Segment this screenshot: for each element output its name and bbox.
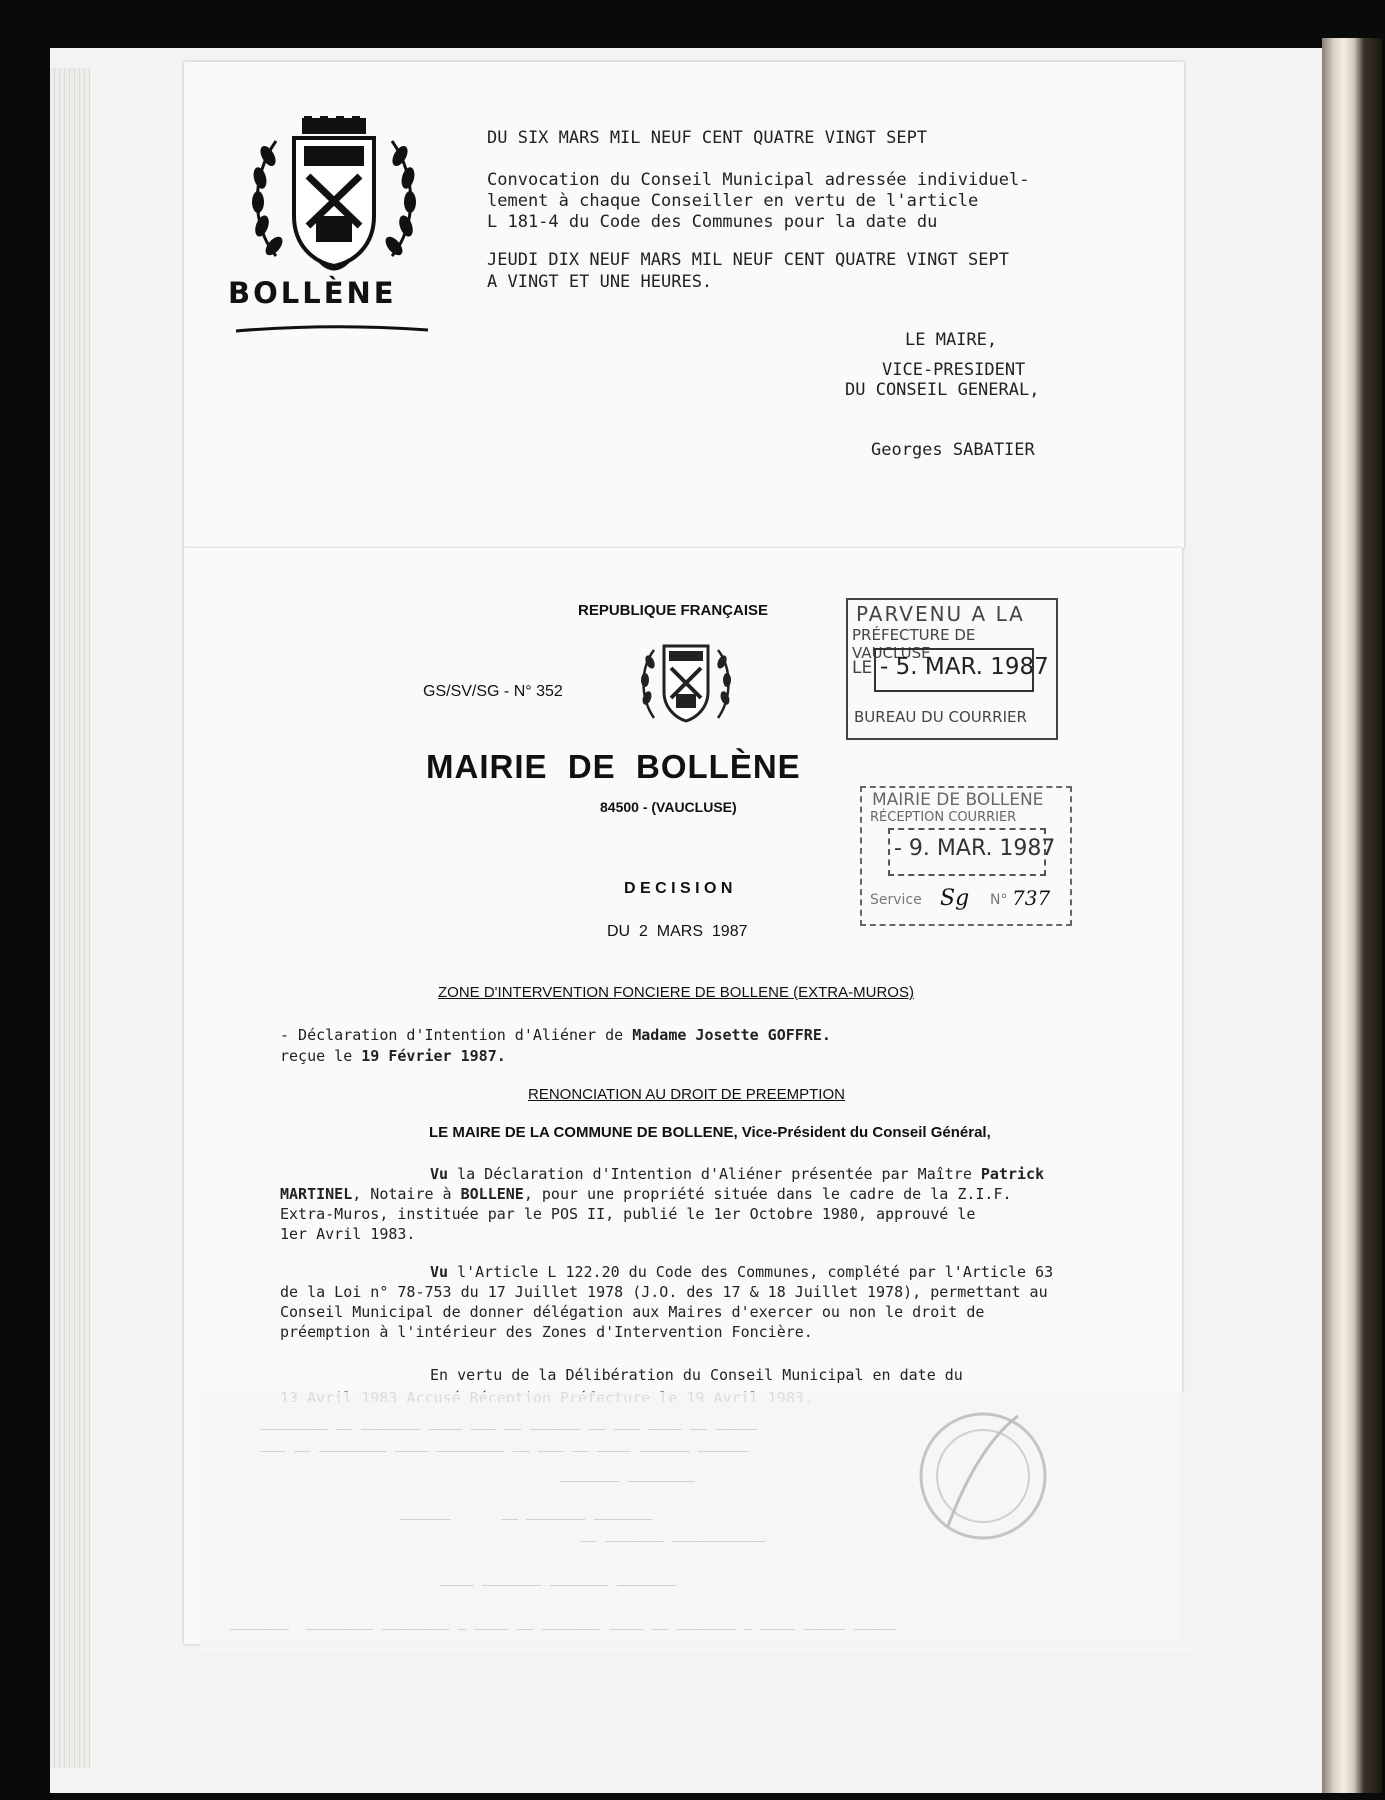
reference-number: GS/SV/SG - N° 352 [423,683,563,700]
stamp-mairie-number-label: N° [990,892,1008,908]
paragraph-vu-1: Vu la Déclaration d'Intention d'Aliéner présentée par Maître Patrick MARTINEL, Notaire à BOLLENE, pour une propriété située dans le cadre de la Z.I.F. Extra-Muros, instituée par le POS II, publié le 1er Octobre 1980, approuvé le 1er Avril 1983. [280,1165,1045,1243]
prefecture-received-stamp [846,598,1058,740]
stamp-mairie-service-label: Service [870,892,922,908]
stamp-prefecture-le: LE [852,658,873,678]
signature-title-line-3: DU CONSEIL GENERAL, [845,380,1040,400]
convocation-body-line-3: L 181-4 du Code des Communes pour la date du [487,212,938,232]
convocation-date-line: DU SIX MARS MIL NEUF CENT QUATRE VINGT SEPT [487,128,928,148]
convocation-body-line-2: lement à chaque Conseiller en vertu de l'article [487,191,979,211]
stamp-mairie-line1: MAIRIE DE BOLLENE [872,790,1044,810]
mairie-crest-logo [638,638,734,728]
renonciation-heading: RENONCIATION AU DROIT DE PREEMPTION [528,1086,845,1103]
binder-spine [1322,38,1382,1793]
signatory-name: Georges SABATIER [871,440,1035,460]
stamp-mairie-number-value: 737 [1012,886,1051,910]
stamp-mairie-date: - 9. MAR. 1987 [894,836,1056,861]
stamp-prefecture-line3: BUREAU DU COURRIER [854,708,1027,726]
convocation-meeting-line-2: A VINGT ET UNE HEURES. [487,272,713,292]
bollene-crest-logo [246,116,422,276]
convocation-meeting-line-1: JEUDI DIX NEUF MARS MIL NEUF CENT QUATRE VINGT SEPT [487,250,1009,270]
zone-heading: ZONE D'INTERVENTION FONCIERE DE BOLLENE (EXTRA-MUROS) [438,984,914,1001]
ghost-seal [908,1406,1058,1546]
stamp-prefecture-date: - 5. MAR. 1987 [880,654,1049,680]
declaration-line: - Déclaration d'Intention d'Aliéner de Madame Josette GOFFRE. [280,1026,831,1044]
stamp-prefecture-line2: PRÉFECTURE DE VAUCLUSE [852,626,976,662]
stacked-page-edges [50,68,90,1768]
postal-line: 84500 - (VAUCLUSE) [600,799,737,815]
logo-underline-swash [232,322,432,336]
bollene-logo-text: BOLLÈNE [228,276,397,310]
decision-title: D E C I S I O N [624,880,733,897]
stamp-mairie-service-value: Sg [940,886,970,911]
received-line: reçue le 19 Février 1987. [280,1047,506,1065]
signature-title-line-1: LE MAIRE, [905,330,998,350]
signature-title-line-2: VICE-PRESIDENT [882,360,1026,380]
stamp-prefecture-line1: PARVENU A LA [856,602,1025,626]
convocation-body-line-1: Convocation du Conseil Municipal adressée individuel- [487,170,1030,190]
maire-line: LE MAIRE DE LA COMMUNE DE BOLLENE, Vice-Président du Conseil Général, [429,1124,991,1141]
mairie-heading: MAIRIE DE BOLLÈNE [426,748,801,785]
decision-date: DU 2 MARS 1987 [607,923,748,940]
mairie-reception-stamp [860,786,1072,926]
paragraph-vu-2: Vu l'Article L 122.20 du Code des Communes, complété par l'Article 63 de la Loi n° 78-753 du 17 Juillet 1978 (J.O. des 17 & 18 Juillet 1978), permettant au Conseil Municipal de donner délégation aux Maires d'exercer ou non le droit de préemption à l'intérieur des Zones d'Intervention Foncière. [280,1263,1054,1341]
stamp-mairie-line2: RÉCEPTION COURRIER [870,810,1017,825]
translucent-overlay-sheet: ________ __ _______ ____ ___ __ ______ __ ___ ____ __ _____ ___ __ ________ ____ ________ __ ___ __ ____ ______ ______ _______ ________ ______ __ _______ _______ __ _______ ___________ ____ _______ _______ _______ _______ ________ ________ _ ____ __ _______ ____ __ _______ _ ____ _____ _____ [200,1392,1192,1652]
republique-heading: REPUBLIQUE FRANÇAISE [578,602,769,619]
paragraph-en-vertu: En vertu de la Délibération du Conseil Municipal en date du [430,1366,963,1384]
